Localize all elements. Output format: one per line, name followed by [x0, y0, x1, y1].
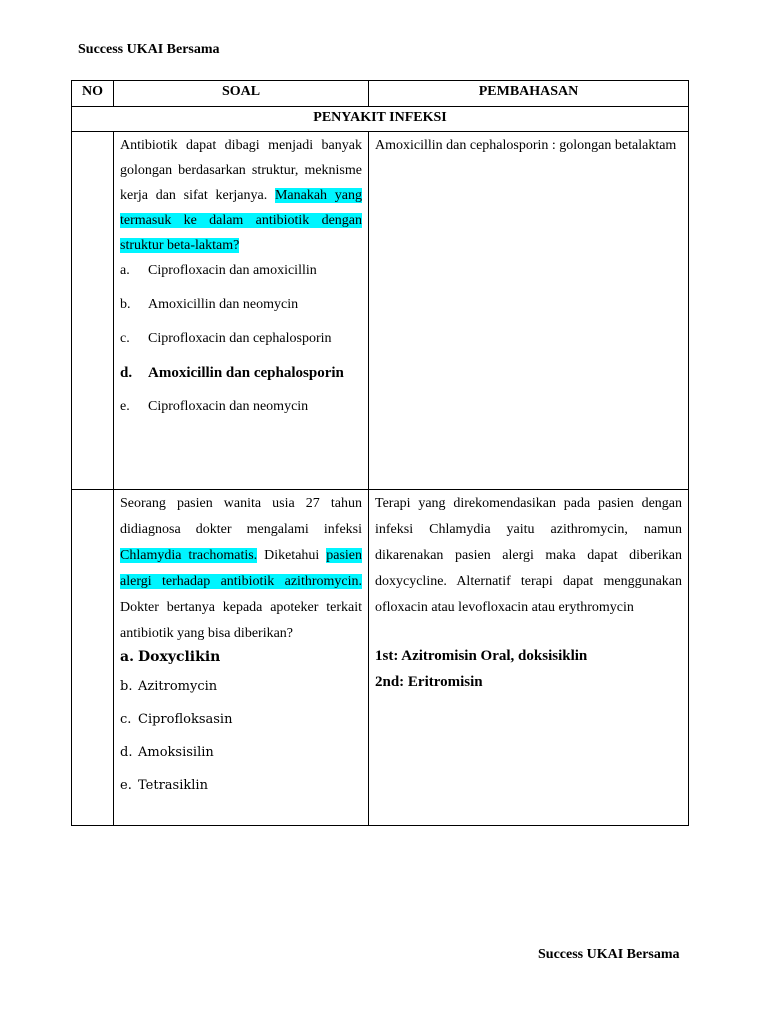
answer-first-line: 1st: Azitromisin Oral, doksisiklin	[375, 648, 588, 664]
table-row	[72, 490, 689, 826]
answer-second-line: 2nd: Eritromisin	[375, 674, 483, 690]
answer-cell	[369, 132, 689, 490]
question-cell	[114, 132, 369, 490]
option-e	[120, 397, 362, 431]
option-text: Ciprofloxacin dan cephalosporin	[148, 331, 332, 346]
page-header: Success UKAI Bersama	[78, 42, 220, 57]
option-text: Azitromycin	[138, 679, 218, 694]
option-c	[120, 329, 362, 363]
option-text: Amoxicillin dan cephalosporin	[148, 365, 344, 381]
option-b	[120, 677, 362, 710]
col-header-no: NO	[72, 81, 114, 107]
option-letter: d.	[120, 365, 133, 381]
row-number-cell	[72, 490, 114, 826]
row-number-cell	[72, 132, 114, 490]
question-text-highlight: Manakah yang termasuk ke dalam antibiotik dengan struktur beta-laktam?	[120, 188, 362, 253]
section-title: PENYAKIT INFEKSI	[72, 107, 689, 132]
answer-text: Terapi yang direkomendasikan pada pasien dengan infeksi Chlamydia yaitu azithromycin, namun dikarenakan pasien alergi maka dapat diberikan doxycycline. Alternatif terapi dapat menggunakan ofloxacin atau levofloxacin atau erythromycin	[375, 496, 682, 615]
option-letter: e.	[120, 399, 130, 414]
option-e	[120, 776, 362, 809]
option-letter: c.	[120, 331, 130, 346]
option-c	[120, 710, 362, 743]
question-text-plain: Dokter bertanya kepada apoteker terkait antibiotik yang bisa diberikan?	[120, 600, 362, 641]
question-text-plain: Antibiotik dapat dibagi menjadi banyak golongan berdasarkan struktur, meknisme kerja dan sifat kerjanya.	[120, 138, 362, 203]
option-letter: a.	[120, 649, 134, 665]
option-a	[120, 261, 362, 295]
option-a-correct	[120, 647, 362, 677]
question-text-highlight: Chlamydia trachomatis.	[120, 548, 258, 563]
question-text-highlight: pasien alergi terhadap antibiotik azithromycin.	[120, 548, 362, 589]
option-text: Ciprofloxacin dan amoxicillin	[148, 263, 317, 278]
option-letter: c.	[120, 712, 132, 727]
question-table	[71, 80, 689, 826]
option-text: Ciprofloksasin	[138, 712, 233, 727]
question-text	[120, 490, 362, 647]
question-text	[120, 132, 362, 258]
col-header-soal: SOAL	[114, 81, 369, 107]
answer-text: Amoxicillin dan cephalosporin : golongan betalaktam	[375, 138, 677, 153]
option-letter: b.	[120, 297, 131, 312]
table-row	[72, 132, 689, 490]
option-letter: e.	[120, 778, 132, 793]
option-d-correct	[120, 363, 362, 397]
option-text: Ciprofloxacin dan neomycin	[148, 399, 309, 414]
option-letter: a.	[120, 263, 130, 278]
answer-cell	[369, 490, 689, 826]
option-letter: d.	[120, 745, 133, 760]
option-text: Amoxicillin dan neomycin	[148, 297, 299, 312]
question-text-plain: Diketahui	[257, 548, 327, 563]
option-text: Tetrasiklin	[138, 778, 208, 793]
option-d	[120, 743, 362, 776]
question-text-plain: Seorang pasien wanita usia 27 tahun didiagnosa dokter mengalami infeksi	[120, 496, 362, 537]
col-header-pembahasan: PEMBAHASAN	[369, 81, 689, 107]
section-row	[72, 107, 689, 132]
option-text: Doxyclikin	[138, 649, 221, 665]
option-letter: b.	[120, 679, 133, 694]
option-text: Amoksisilin	[138, 745, 214, 760]
page-footer: Success UKAI Bersama	[538, 947, 680, 962]
table-header-row	[72, 81, 689, 107]
question-cell	[114, 490, 369, 826]
option-b	[120, 295, 362, 329]
